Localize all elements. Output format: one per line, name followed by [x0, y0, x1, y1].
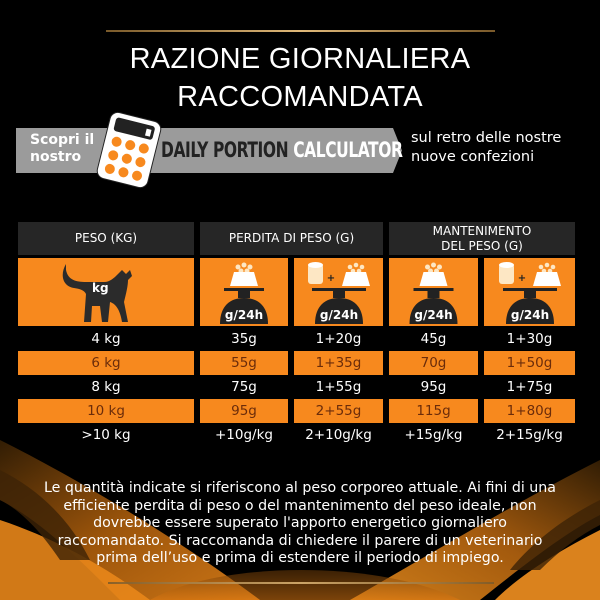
- svg-text:g/24h: g/24h: [414, 308, 453, 322]
- svg-text:g/24h: g/24h: [224, 308, 264, 322]
- daily-portion-calculator-banner: [16, 128, 402, 173]
- svg-text:g/24h: g/24h: [319, 308, 359, 322]
- table-cell-loss-mix: 1+20g: [315, 331, 362, 347]
- footnote-disclaimer: Le quantità indicate si riferiscono al peso corporeo attuale. Ai fini di una efficiente perdita di peso o del mantenimento del peso ideale, non dovrebbe essere superato l'apporto energetico giornaliero raccomandato. Si raccomanda di chiedere il parere di un veterinario prima dell’uso e prima di estendere il periodo di impiego.: [44, 480, 556, 566]
- banner-side-text: sul retro delle nostre nuove confezioni: [411, 130, 562, 165]
- page-title: [0, 40, 600, 116]
- dry-food-scale-icon: [389, 258, 478, 326]
- table-cell-loss-dry: 95g: [200, 399, 288, 423]
- table-cell-maint-dry: 45g: [420, 331, 447, 347]
- dry-food-scale-icon: [200, 258, 288, 326]
- table-cell-loss-dry: 35g: [231, 331, 257, 347]
- maint-mix-icon-cell: [484, 258, 575, 326]
- table-cell-weight: 10 kg: [18, 399, 194, 423]
- top-gold-divider: [106, 30, 495, 32]
- bottom-gold-divider: [108, 582, 494, 584]
- table-cell-weight: >10 kg: [81, 427, 131, 443]
- table-cell-maint-mix: 1+30g: [506, 331, 553, 347]
- table-cell-maint-dry: 115g: [389, 399, 478, 423]
- table-cell-maint-mix: 1+50g: [484, 351, 575, 375]
- title-line-2: RACCOMANDATA: [177, 81, 423, 113]
- loss-dry-icon-cell: [200, 258, 288, 326]
- table-cell-weight: 4 kg: [91, 331, 121, 347]
- table-cell-loss-mix: 2+10g/kg: [305, 427, 372, 443]
- table-cell-maint-mix: 2+15g/kg: [496, 427, 563, 443]
- cat-kg-label: kg: [92, 281, 109, 295]
- svg-text:+: +: [517, 273, 527, 284]
- table-cell-loss-dry: +10g/kg: [215, 427, 273, 443]
- loss-mix-icon-cell: [294, 258, 383, 326]
- title-line-1: RAZIONE GIORNALIERA: [129, 43, 471, 75]
- header-weight: PESO (KG): [18, 222, 194, 255]
- wet-plus-dry-scale-icon: [294, 258, 383, 326]
- table-cell-maint-mix: 1+80g: [484, 399, 575, 423]
- wet-plus-dry-scale-icon: [484, 258, 575, 326]
- header-maintenance: MANTENIMENTO DEL PESO (G): [389, 222, 575, 255]
- header-weight-loss: PERDITA DI PESO (G): [200, 222, 383, 255]
- table-cell-weight: 6 kg: [18, 351, 194, 375]
- table-cell-maint-mix: 1+75g: [506, 379, 553, 395]
- table-cell-loss-mix: 1+35g: [294, 351, 383, 375]
- table-cell-weight: 8 kg: [91, 379, 121, 395]
- svg-text:g/24h: g/24h: [510, 308, 550, 322]
- banner-product-name: DAILY PORTION CALCULATOR: [161, 138, 403, 162]
- table-cell-loss-dry: 75g: [231, 379, 257, 395]
- table-cell-maint-dry: 70g: [389, 351, 478, 375]
- svg-text:+: +: [326, 273, 336, 284]
- table-cell-loss-dry: 55g: [200, 351, 288, 375]
- table-cell-maint-dry: +15g/kg: [404, 427, 463, 443]
- cat-weight-icon-cell: [18, 258, 194, 326]
- table-cell-maint-dry: 95g: [420, 379, 447, 395]
- banner-lead-text: Scopri il nostro: [30, 132, 95, 165]
- table-cell-loss-mix: 1+55g: [315, 379, 362, 395]
- maint-dry-icon-cell: [389, 258, 478, 326]
- table-cell-loss-mix: 2+55g: [294, 399, 383, 423]
